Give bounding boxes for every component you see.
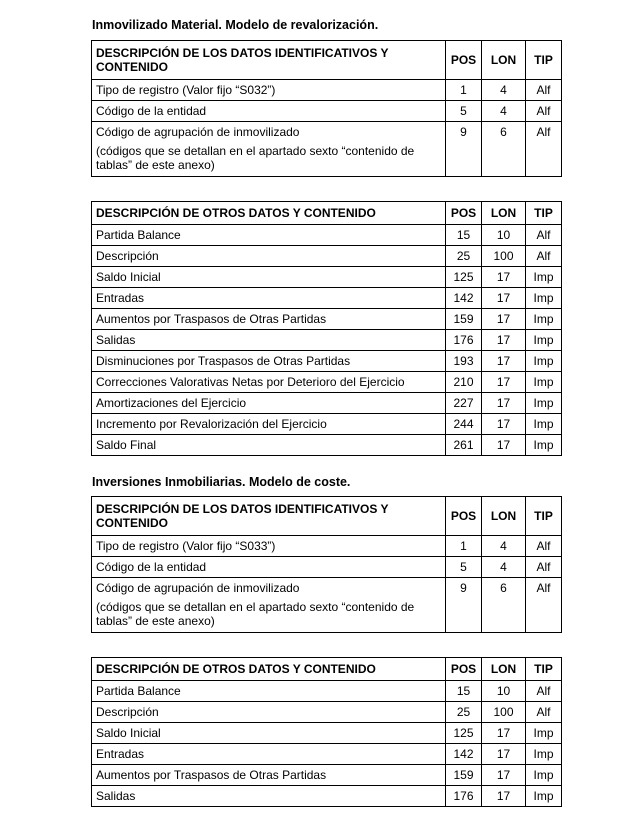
row-description: Saldo Inicial (92, 267, 446, 288)
header-pos: POS (446, 497, 482, 536)
row-description: Tipo de registro (Valor fijo “S033”) (92, 536, 446, 557)
table-row (92, 744, 562, 765)
row-tip: Imp (526, 744, 562, 765)
row-tip: Imp (526, 393, 562, 414)
row-lon: 17 (482, 309, 526, 330)
row-tip: Imp (526, 372, 562, 393)
table-row (92, 414, 562, 435)
row-pos: 9 (446, 578, 482, 633)
row-description: Entradas (92, 288, 446, 309)
table-row (92, 351, 562, 372)
row-description-cell (92, 578, 446, 633)
row-tip: Alf (526, 225, 562, 246)
table-row (92, 765, 562, 786)
row-description-cell (92, 122, 446, 177)
row-tip: Imp (526, 435, 562, 456)
row-description: Partida Balance (92, 225, 446, 246)
header-tip: TIP (526, 41, 562, 80)
row-tip: Alf (526, 101, 562, 122)
table-row (92, 786, 562, 807)
table-row (92, 309, 562, 330)
row-description: Aumentos por Traspasos de Otras Partidas (92, 765, 446, 786)
identification-table (91, 496, 562, 633)
row-lon: 4 (482, 80, 526, 101)
row-pos: 9 (446, 122, 482, 177)
row-lon: 17 (482, 351, 526, 372)
row-pos: 176 (446, 786, 482, 807)
row-lon: 17 (482, 765, 526, 786)
table-row (92, 288, 562, 309)
header-description: DESCRIPCIÓN DE LOS DATOS IDENTIFICATIVOS Y CONTENIDO (92, 497, 446, 536)
row-tip: Imp (526, 267, 562, 288)
row-description: Código de la entidad (92, 557, 446, 578)
header-description: DESCRIPCIÓN DE LOS DATOS IDENTIFICATIVOS Y CONTENIDO (92, 41, 446, 80)
row-lon: 6 (482, 122, 526, 177)
table-row (92, 578, 562, 633)
row-lon: 4 (482, 536, 526, 557)
row-description: Disminuciones por Traspasos de Otras Partidas (92, 351, 446, 372)
table-row (92, 225, 562, 246)
row-tip: Imp (526, 288, 562, 309)
header-pos: POS (446, 41, 482, 80)
row-description: Correcciones Valorativas Netas por Deterioro del Ejercicio (92, 372, 446, 393)
row-pos: 210 (446, 372, 482, 393)
row-pos: 15 (446, 225, 482, 246)
table-row (92, 723, 562, 744)
row-note: (códigos que se detallan en el apartado sexto “contenido de tablas” de este anexo) (96, 144, 415, 172)
row-lon: 4 (482, 557, 526, 578)
row-description: Entradas (92, 744, 446, 765)
row-tip: Alf (526, 702, 562, 723)
row-pos: 176 (446, 330, 482, 351)
row-description: Código de agrupación de inmovilizado (96, 125, 300, 139)
section-title: Inversiones Inmobiliarias. Modelo de coste. (92, 475, 351, 489)
row-pos: 159 (446, 309, 482, 330)
table-row (92, 267, 562, 288)
row-tip: Imp (526, 309, 562, 330)
row-pos: 193 (446, 351, 482, 372)
table-row (92, 557, 562, 578)
row-lon: 17 (482, 393, 526, 414)
row-lon: 6 (482, 578, 526, 633)
row-lon: 17 (482, 330, 526, 351)
row-tip: Alf (526, 681, 562, 702)
row-lon: 17 (482, 723, 526, 744)
row-pos: 142 (446, 288, 482, 309)
row-description: Incremento por Revalorización del Ejercicio (92, 414, 446, 435)
row-pos: 142 (446, 744, 482, 765)
identification-table (91, 40, 562, 177)
row-description: Descripción (92, 246, 446, 267)
table-row (92, 80, 562, 101)
row-lon: 17 (482, 414, 526, 435)
row-tip: Imp (526, 330, 562, 351)
row-description: Tipo de registro (Valor fijo “S032”) (92, 80, 446, 101)
row-pos: 227 (446, 393, 482, 414)
row-description: Código de agrupación de inmovilizado (96, 581, 300, 595)
header-lon: LON (482, 497, 526, 536)
row-tip: Alf (526, 557, 562, 578)
row-description: Código de la entidad (92, 101, 446, 122)
table-row (92, 101, 562, 122)
row-pos: 125 (446, 723, 482, 744)
row-tip: Imp (526, 351, 562, 372)
row-lon: 17 (482, 744, 526, 765)
row-tip: Alf (526, 122, 562, 177)
row-pos: 1 (446, 80, 482, 101)
row-description: Saldo Inicial (92, 723, 446, 744)
section-title: Inmovilizado Material. Modelo de revalorización. (92, 18, 379, 32)
row-pos: 244 (446, 414, 482, 435)
row-pos: 125 (446, 267, 482, 288)
row-description: Aumentos por Traspasos de Otras Partidas (92, 309, 446, 330)
header-lon: LON (482, 202, 526, 225)
row-pos: 5 (446, 101, 482, 122)
table-row (92, 246, 562, 267)
row-tip: Alf (526, 80, 562, 101)
other-data-table (91, 657, 562, 807)
row-pos: 261 (446, 435, 482, 456)
row-description: Amortizaciones del Ejercicio (92, 393, 446, 414)
table-row (92, 536, 562, 557)
row-pos: 25 (446, 702, 482, 723)
row-tip: Alf (526, 536, 562, 557)
header-lon: LON (482, 41, 526, 80)
header-description: DESCRIPCIÓN DE OTROS DATOS Y CONTENIDO (92, 202, 446, 225)
row-tip: Imp (526, 765, 562, 786)
row-tip: Alf (526, 246, 562, 267)
row-lon: 4 (482, 101, 526, 122)
row-lon: 17 (482, 786, 526, 807)
row-lon: 17 (482, 288, 526, 309)
row-lon: 10 (482, 225, 526, 246)
row-tip: Imp (526, 414, 562, 435)
header-tip: TIP (526, 497, 562, 536)
row-tip: Imp (526, 723, 562, 744)
row-lon: 17 (482, 435, 526, 456)
row-lon: 100 (482, 702, 526, 723)
row-lon: 17 (482, 267, 526, 288)
row-description: Saldo Final (92, 435, 446, 456)
row-pos: 15 (446, 681, 482, 702)
row-description: Salidas (92, 786, 446, 807)
row-pos: 159 (446, 765, 482, 786)
row-pos: 25 (446, 246, 482, 267)
row-pos: 5 (446, 557, 482, 578)
header-lon: LON (482, 658, 526, 681)
row-tip: Alf (526, 578, 562, 633)
row-note: (códigos que se detallan en el apartado sexto “contenido de tablas” de este anexo) (96, 600, 415, 628)
header-description: DESCRIPCIÓN DE OTROS DATOS Y CONTENIDO (92, 658, 446, 681)
row-lon: 10 (482, 681, 526, 702)
row-pos: 1 (446, 536, 482, 557)
row-description: Partida Balance (92, 681, 446, 702)
row-description: Salidas (92, 330, 446, 351)
table-row (92, 122, 562, 177)
table-row (92, 681, 562, 702)
table-row (92, 330, 562, 351)
row-lon: 17 (482, 372, 526, 393)
header-pos: POS (446, 202, 482, 225)
table-row (92, 393, 562, 414)
header-tip: TIP (526, 658, 562, 681)
row-description: Descripción (92, 702, 446, 723)
table-row (92, 702, 562, 723)
header-tip: TIP (526, 202, 562, 225)
row-tip: Imp (526, 786, 562, 807)
table-row (92, 435, 562, 456)
other-data-table (91, 201, 562, 456)
row-lon: 100 (482, 246, 526, 267)
header-pos: POS (446, 658, 482, 681)
table-row (92, 372, 562, 393)
